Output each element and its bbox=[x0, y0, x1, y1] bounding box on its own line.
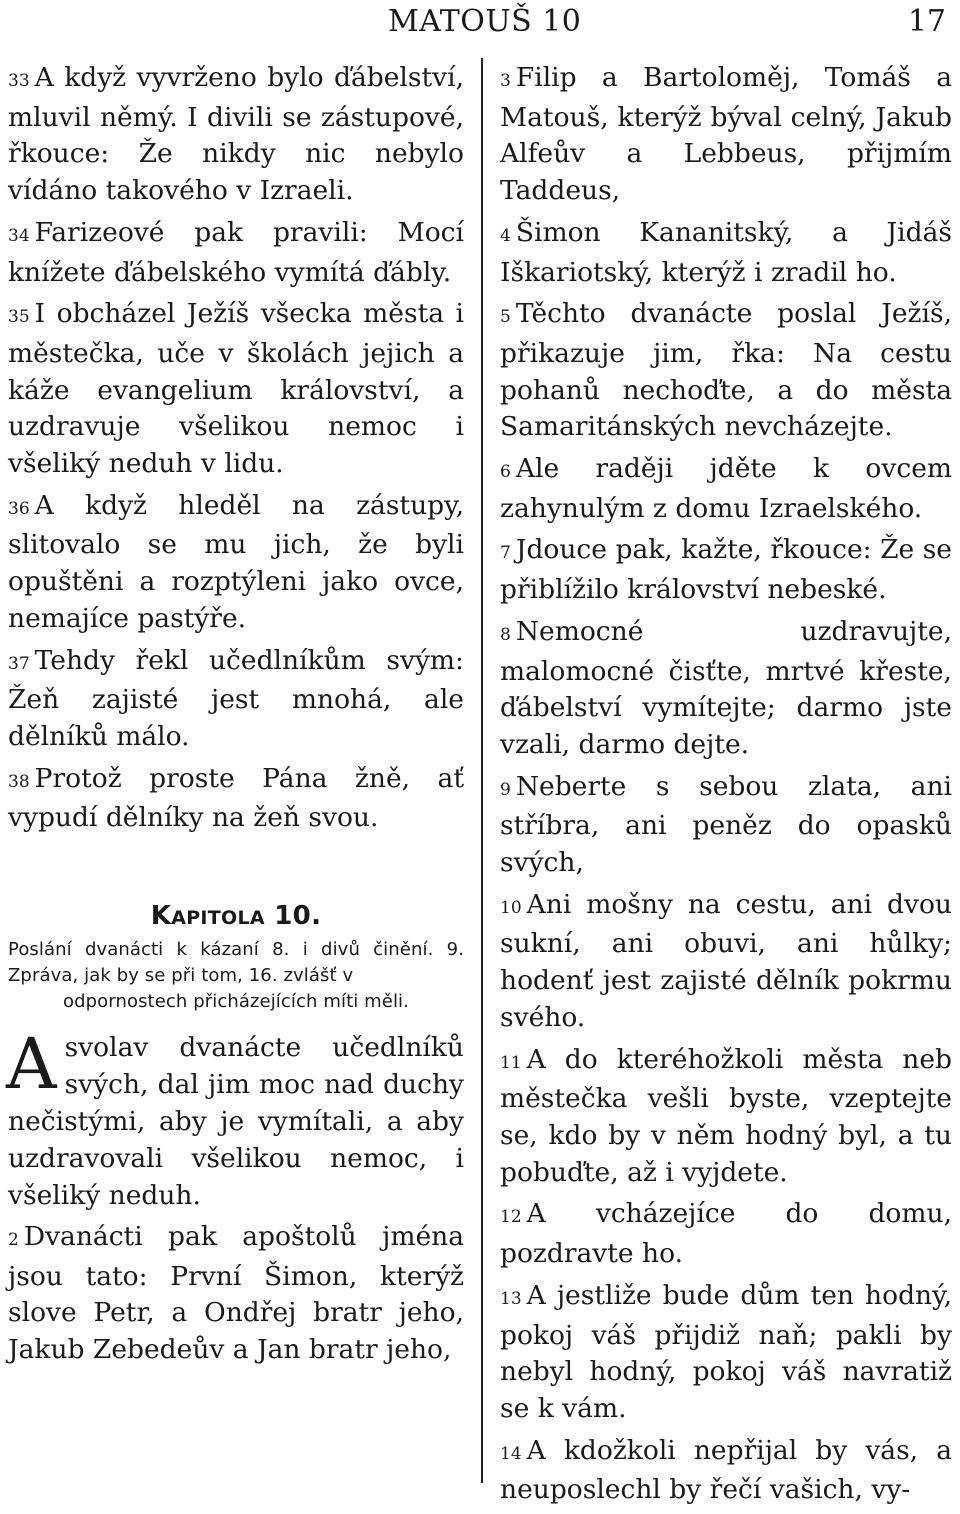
verse-number: 6 bbox=[500, 462, 511, 483]
verse-text: Filip a Bartoloměj, Tomáš a Matouš, kterýž býval celný, Jakub Alfeův a Lebbeus, přijmím Taddeus, bbox=[500, 62, 952, 207]
verse bbox=[500, 451, 952, 527]
verse-number: 14 bbox=[500, 1443, 522, 1464]
chapter-summary-text: Poslání dvanácti k kázaní 8. i divů činění. 9. Zpráva, jak by se při tom, 16. zvlášť v bbox=[8, 939, 464, 987]
verse-text: Tehdy řekl učedlníkům svým: Žeň zajisté jest mnohá, ale dělníků málo. bbox=[8, 644, 464, 752]
verse-text: Dvanácti pak apoštolů jména jsou tato: První Šimon, kterýž slove Petr, a Ondřej bratr jeho, Jakub Zebedeův a Jan bratr jeho, bbox=[8, 1221, 464, 1366]
verse-text: A vcházejíce do domu, pozdravte ho. bbox=[500, 1198, 952, 1270]
verse bbox=[500, 887, 952, 1037]
verse-number: 11 bbox=[500, 1052, 522, 1073]
drop-cap: A bbox=[6, 1023, 57, 1106]
verse-text: A do kteréhožkoli města neb městečka vešli byste, vzeptejte se, kdo by v něm hodný byl, a tu pobuďte, až i vyjdete. bbox=[500, 1043, 952, 1188]
page-number: 17 bbox=[907, 4, 946, 39]
verse bbox=[500, 1042, 952, 1192]
chapter-number: 10. bbox=[274, 901, 322, 932]
chapter-heading-word: APITOLA bbox=[171, 907, 265, 930]
verse-number: 34 bbox=[8, 225, 30, 246]
column-divider bbox=[481, 58, 483, 1483]
verse-text: Ani mošny na cestu, ani dvou sukní, ani obuvi, ani hůlky; hodenť jest zajisté dělník pokrmu svého. bbox=[500, 888, 952, 1033]
verse-number: 35 bbox=[8, 307, 30, 328]
verse-number: 12 bbox=[500, 1207, 522, 1228]
verse bbox=[500, 769, 952, 882]
verse-number: 3 bbox=[500, 71, 511, 91]
verse-number: 5 bbox=[500, 307, 511, 328]
verse-text: A jestliže bude dům ten hodný, pokoj váš přijdiž naň; pakli by nebyl hodný, pokoj váš navratiž se k vám. bbox=[500, 1279, 952, 1424]
verse-text: Nemocné uzdravujte, malomocné čisťte, mrtvé křeste, ďábelství vymítejte; darmo jste vzali, darmo dejte. bbox=[500, 615, 952, 760]
running-title: MATOUŠ 10 bbox=[388, 4, 582, 39]
verse bbox=[8, 761, 464, 837]
chapter-heading bbox=[8, 901, 464, 933]
verse-number: 7 bbox=[500, 543, 511, 564]
left-column bbox=[8, 60, 464, 1374]
verse-text: A když vyvrženo bylo ďábelství, mluvil němý. I divili se zástupové, řkouce: Že nikdy nic nebylo vídáno takového v Izraeli. bbox=[8, 62, 464, 207]
verse-number: 2 bbox=[8, 1230, 19, 1251]
verse-text: Protož proste Pána žně, ať vypudí dělníky na žeň svou. bbox=[8, 762, 464, 834]
page-header bbox=[0, 0, 960, 46]
verse bbox=[500, 296, 952, 446]
right-column bbox=[500, 60, 952, 1514]
verse bbox=[500, 1278, 952, 1428]
verse-text: I obcházel Ježíš všecka města i městečka, uče v školách jejich a káže evangelium království, a uzdravuje všelikou nemoc i všeliký neduh v lidu. bbox=[8, 298, 464, 480]
verse bbox=[8, 215, 464, 291]
verse bbox=[500, 1433, 952, 1509]
verse-text: Těchto dvanácte poslal Ježíš, přikazuje jim, řka: Na cestu pohanů nechoďte, a do města Samaritánských nevcházejte. bbox=[500, 298, 952, 443]
chapter-summary-last-line: odpornostech přicházejících míti měli. bbox=[63, 991, 409, 1013]
verse bbox=[8, 488, 464, 638]
verse-text: A kdožkoli nepřijal by vás, a neuposlechl by řečí vašich, vy- bbox=[500, 1434, 952, 1506]
chapter-heading-initial: K bbox=[150, 901, 172, 932]
verse bbox=[500, 215, 952, 291]
verse bbox=[8, 1219, 464, 1369]
chapter-summary bbox=[8, 937, 464, 1015]
verse-text: Šimon Kananitský, a Jidáš Iškariotský, kterýž i zradil ho. bbox=[500, 216, 952, 288]
verse-text: Jdouce pak, kažte, řkouce: Že se přiblížilo království nebeské. bbox=[500, 534, 952, 606]
verse-text: A když hleděl na zástupy, slitovalo se mu jich, že byli opuštěni a rozptýleni jako ovce, nemajíce pastýře. bbox=[8, 489, 464, 634]
opening-verse bbox=[6, 1023, 464, 1214]
verse-number: 33 bbox=[8, 71, 30, 91]
verse-number: 8 bbox=[500, 624, 511, 645]
verse-text: Farizeové pak pravili: Mocí knížete ďábelského vymítá ďábly. bbox=[8, 216, 464, 288]
verse-number: 36 bbox=[8, 498, 30, 519]
verse bbox=[500, 60, 952, 210]
verse bbox=[8, 643, 464, 756]
verse-text: Ale raději jděte k ovcem zahynulým z domu Izraelského. bbox=[500, 453, 952, 524]
verse bbox=[8, 296, 464, 483]
verse-number: 37 bbox=[8, 653, 30, 674]
verse-number: 10 bbox=[500, 897, 522, 918]
verse bbox=[8, 60, 464, 210]
verse-number: 38 bbox=[8, 771, 30, 792]
opening-verse-text: svolav dvanácte učedlníků svých, dal jim moc nad duchy nečistými, aby je vymítali, a aby uzdravovali všelikou nemoc, i všeliký neduh. bbox=[8, 1032, 464, 1212]
verse bbox=[500, 1196, 952, 1272]
verse-number: 13 bbox=[500, 1288, 522, 1309]
verse bbox=[500, 614, 952, 764]
verse bbox=[500, 532, 952, 608]
verse-number: 9 bbox=[500, 779, 511, 800]
verse-text: Neberte s sebou zlata, ani stříbra, ani peněz do opasků svých, bbox=[500, 770, 952, 879]
verse-number: 4 bbox=[500, 225, 511, 246]
